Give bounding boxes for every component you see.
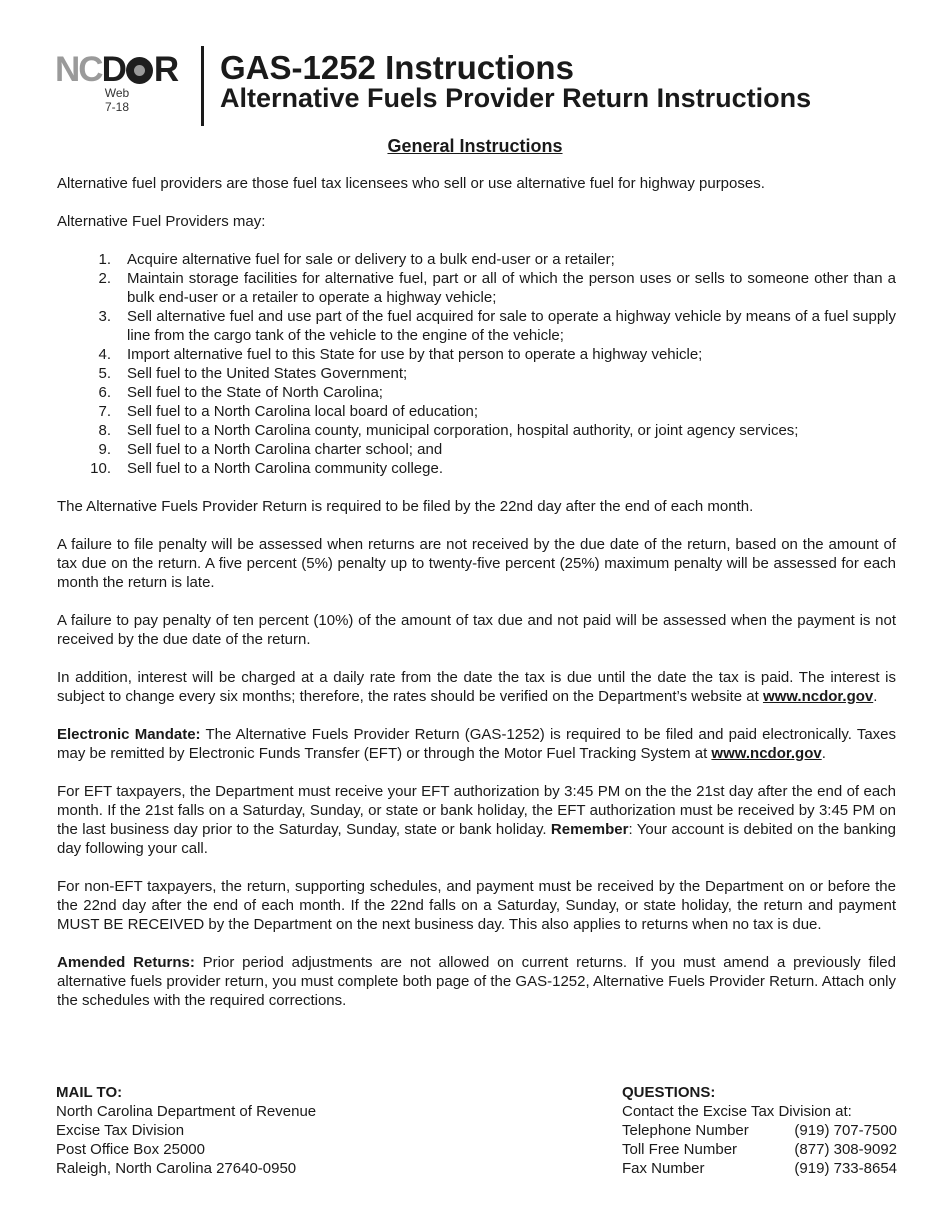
mail-address-line: Excise Tax Division <box>56 1122 185 1139</box>
form-version <box>99 86 135 114</box>
list-intro: Alternative Fuel Providers may: <box>57 213 266 230</box>
version-date: 7-18 <box>104 100 130 114</box>
intro-paragraph: Alternative fuel providers are those fuel tax licensees who sell or use alternative fuel for highway purposes. <box>57 175 765 192</box>
amended-returns-paragraph: Amended Returns: Prior period adjustments are not allowed on current returns. If you must amend a previously filed alternative fuels provider return, you must complete both page of the GAS-1252, Alternative Fuels Provider Return. Attach only the schedules with the required corrections. <box>57 954 896 1009</box>
list-item: 5. Sell fuel to the United States Government; <box>98 365 408 382</box>
version-web: Web <box>104 86 130 100</box>
eft-paragraph: For EFT taxpayers, the Department must receive your EFT authorization by 3:45 PM on the the 21st day after the end of each month. If the 21st falls on a Saturday, Sunday, or state or bank holiday, the EFT authorization must be received by 3:45 PM on the last business day prior to the Saturday, Sunday, state or bank holiday. Remember: Your account is debited on the banking day following your call. <box>57 783 896 857</box>
list-item: 3. Sell alternative fuel and use part of the fuel acquired for sale to operate a highway vehicle by means of a fuel supply line from the cargo tank of the vehicle to the engine of the vehicle; <box>98 308 896 344</box>
mail-address-line: Post Office Box 25000 <box>56 1141 205 1158</box>
interest-paragraph: In addition, interest will be charged at a daily rate from the date the tax is due until the date the tax is paid. The interest is subject to change every six months; therefore, the rates should be verified on the Department’s website at www.ncdor.gov. <box>57 669 896 705</box>
section-heading: General Instructions <box>387 136 563 156</box>
ncdor-website-link[interactable]: www.ncdor.gov <box>711 745 822 762</box>
list-item: 2. Maintain storage facilities for alternative fuel, part or all of which the person uses or sells to someone other than a bulk end-user or a retailer to operate a highway vehicle; <box>98 270 896 306</box>
list-item: 1. Acquire alternative fuel for sale or delivery to a bulk end-user or a retailer; <box>98 251 615 268</box>
page-subtitle: Alternative Fuels Provider Return Instructions <box>220 83 812 113</box>
electronic-mandate-label: Electronic Mandate: <box>57 726 201 743</box>
list-item: 4. Import alternative fuel to this State for use by that person to operate a highway vehicle; <box>98 346 703 363</box>
failure-to-file-paragraph: A failure to file penalty will be assessed when returns are not received by the due date of the return, based on the amount of tax due on the return. A five percent (5%) penalty up to twenty-five percent (25%) maximum penalty will be assessed for each month the return is late. <box>57 536 896 591</box>
mail-to-block <box>56 1083 386 1178</box>
mail-address-line: North Carolina Department of Revenue <box>56 1103 317 1120</box>
mail-to-heading: MAIL TO: <box>56 1084 123 1101</box>
list-item: 9. Sell fuel to a North Carolina charter school; and <box>98 441 443 458</box>
page-title: GAS-1252 Instructions <box>220 49 574 86</box>
due-date-paragraph: The Alternative Fuels Provider Return is required to be filed by the 22nd day after the end of each month. <box>57 498 754 515</box>
phone-row-fax: Fax Number (919) 733-8654 <box>622 1160 897 1177</box>
provider-list <box>57 250 896 478</box>
mail-address-line: Raleigh, North Carolina 27640-0950 <box>56 1160 297 1177</box>
questions-heading: QUESTIONS: <box>622 1084 716 1101</box>
electronic-mandate-paragraph: Electronic Mandate: The Alternative Fuels Provider Return (GAS-1252) is required to be filed and paid electronically. Taxes may be remitted by Electronic Funds Transfer (EFT) or through the Motor Fuel Tracking System at www.ncdor.gov. <box>57 726 897 762</box>
remember-label: Remember <box>550 821 629 838</box>
instructions-body <box>57 174 896 1029</box>
list-item: 8. Sell fuel to a North Carolina county, municipal corporation, hospital authority, or joint agency services; <box>98 422 799 439</box>
ncdor-website-link[interactable]: www.ncdor.gov <box>762 688 874 705</box>
phone-row-toll-free: Toll Free Number (877) 308-9092 <box>622 1141 897 1158</box>
ncdor-logo <box>55 50 185 114</box>
logo-o-circle-icon <box>126 57 153 84</box>
failure-to-pay-paragraph: A failure to pay penalty of ten percent (10%) of the amount of tax due and not paid will be assessed when the payment is not received by the due date of the return. <box>57 612 896 648</box>
non-eft-paragraph: For non-EFT taxpayers, the return, supporting schedules, and payment must be received by the Department on or before the the 22nd day after the end of each month. If the 22nd falls on a Saturday, Sunday, or state holiday, the return and payment MUST BE RECEIVED by the Department on the next business day. This also applies to returns when no tax is due. <box>57 878 896 933</box>
logo-wordmark: NCD R <box>55 50 178 89</box>
list-item: 6. Sell fuel to the State of North Carolina; <box>98 384 383 401</box>
list-item: 10. Sell fuel to a North Carolina community college. <box>90 460 443 477</box>
phone-row-telephone: Telephone Number (919) 707-7500 <box>622 1122 897 1139</box>
amended-returns-label: Amended Returns: <box>57 954 195 971</box>
questions-intro: Contact the Excise Tax Division at: <box>622 1103 852 1120</box>
list-item: 7. Sell fuel to a North Carolina local board of education; <box>98 403 479 420</box>
header-divider <box>201 46 204 126</box>
questions-block <box>622 1083 897 1178</box>
